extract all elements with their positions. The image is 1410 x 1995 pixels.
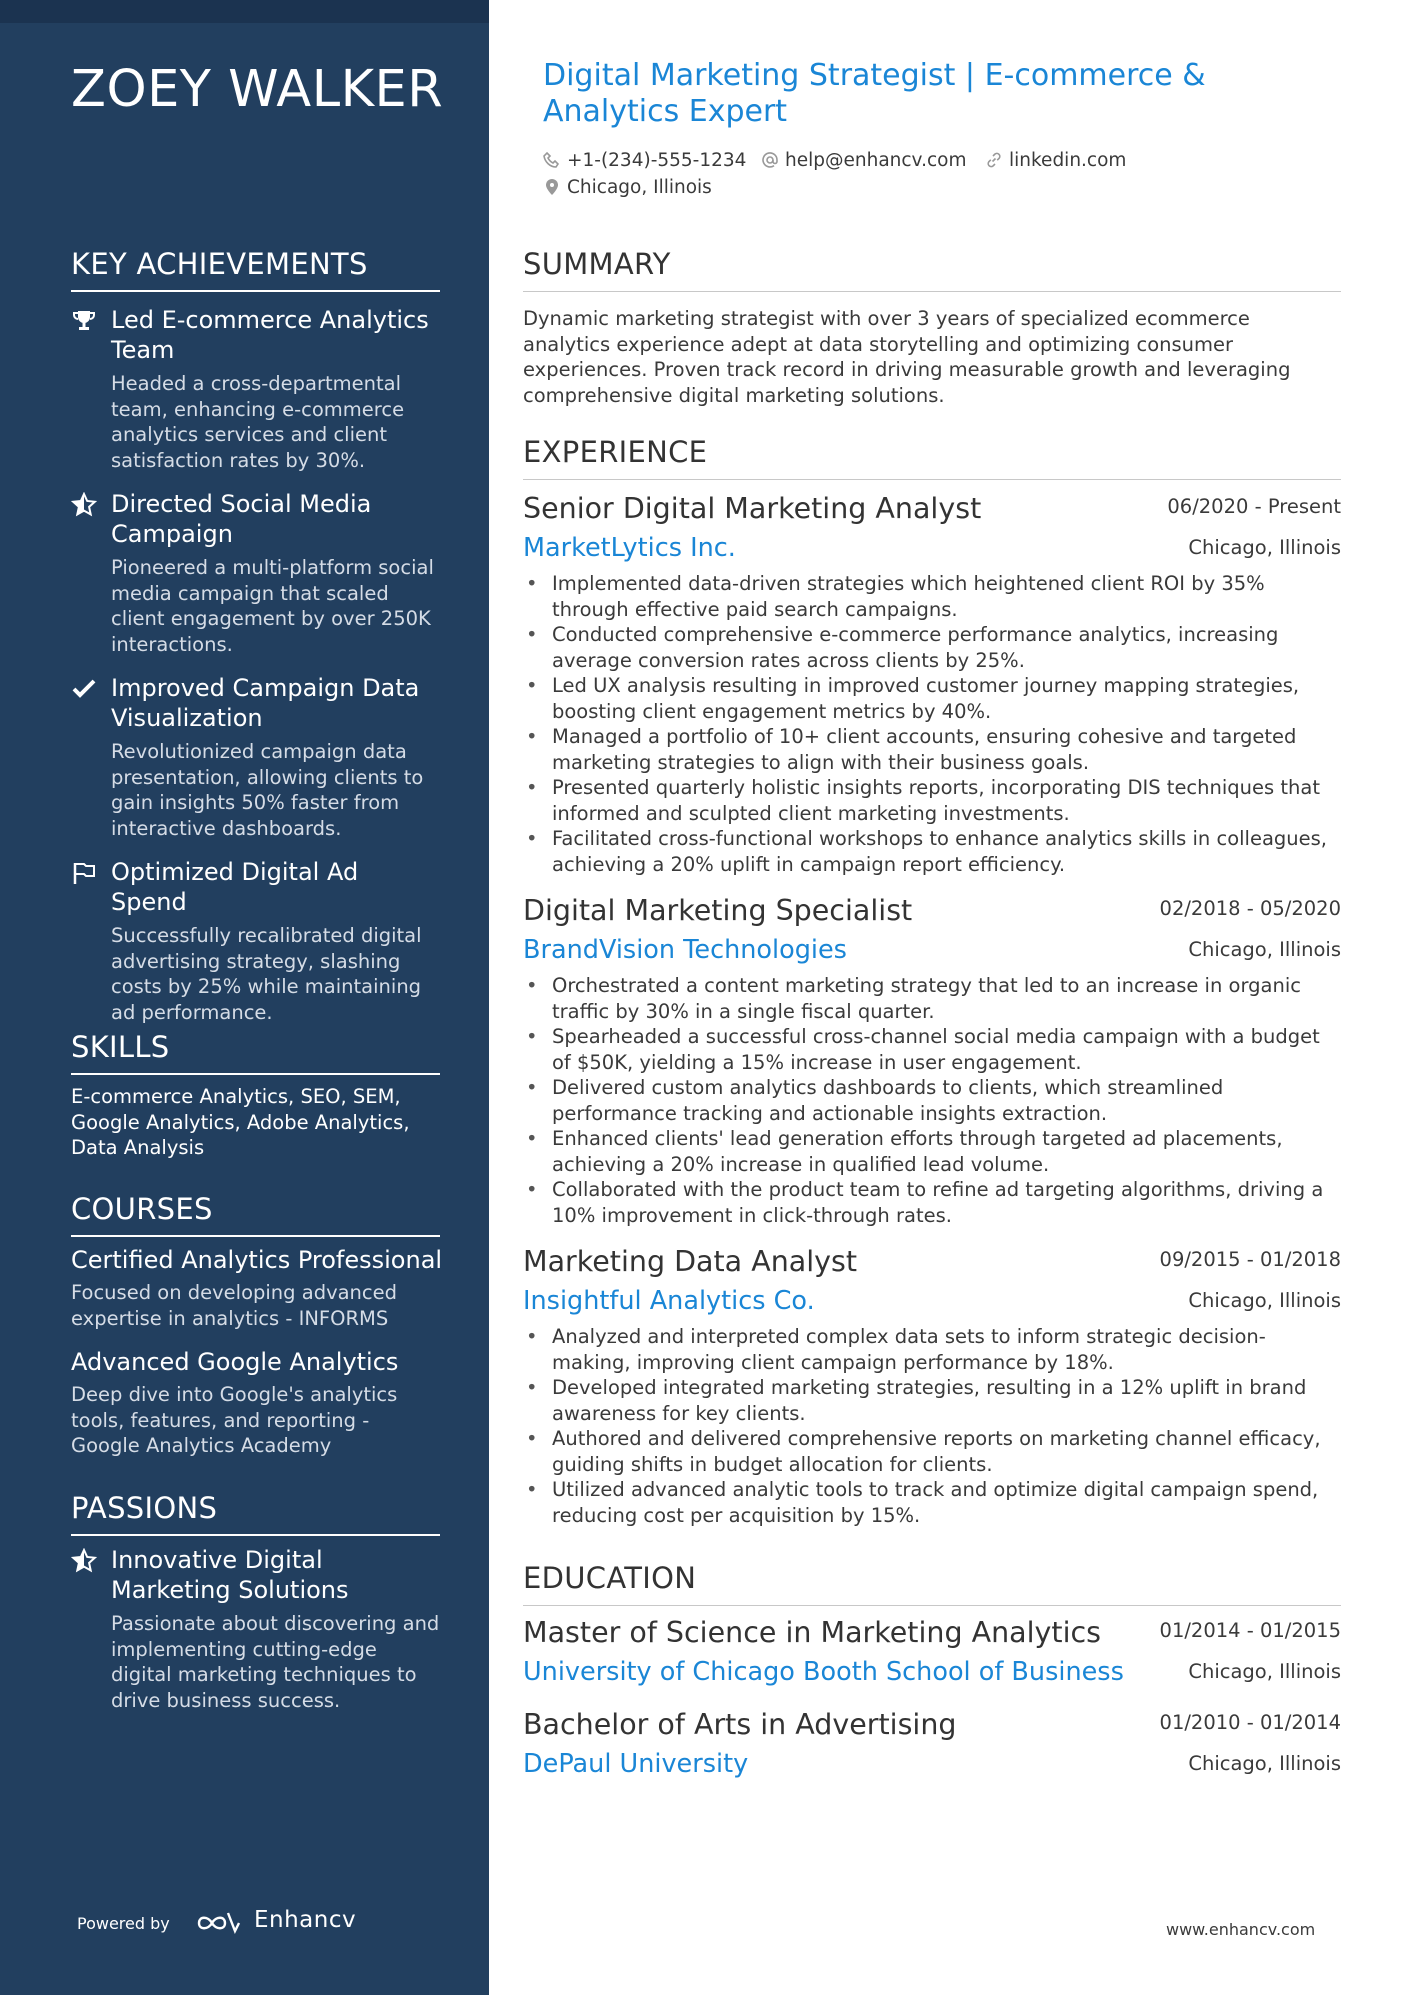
achievement-title: Led E-commerce Analytics Team xyxy=(111,306,429,364)
list-item: • Managed a portfolio of 10+ client accounts, ensuring cohesive and targeted marketing strategies to align with their business goals. xyxy=(526,725,1297,774)
degree-title: Bachelor of Arts in Advertising xyxy=(523,1708,957,1741)
achievement-desc: Revolutionized campaign data presentation, allowing clients to gain insights 50% faster from interactive dashboards. xyxy=(111,740,424,840)
job-location: Chicago, Illinois xyxy=(1188,1289,1341,1312)
job-location: Chicago, Illinois xyxy=(1188,536,1341,559)
linkedin-text: linkedin.com xyxy=(1009,150,1127,171)
list-item: • Led UX analysis resulting in improved customer journey mapping strategies, boosting client engagement metrics by 40%. xyxy=(526,674,1300,723)
summary-text: Dynamic marketing strategist with over 3 years of specialized ecommerce analytics experience adept at data storytelling and optimizing consumer experiences. Proven track record in driving measurable growth and leveraging comprehensive digital marketing solutions. xyxy=(523,307,1291,407)
list-item: • Authored and delivered comprehensive reports on marketing channel efficacy, guiding shifts in budget allocation for clients. xyxy=(526,1427,1321,1476)
skills-heading: SKILLS xyxy=(71,1030,440,1075)
headline: Digital Marketing Strategist | E-commerce & Analytics Expert xyxy=(543,58,1206,129)
job-title: Marketing Data Analyst xyxy=(523,1245,858,1278)
achievement-item xyxy=(71,305,440,473)
contact-linkedin[interactable] xyxy=(985,150,1126,171)
list-item: • Developed integrated marketing strategies, resulting in a 12% uplift in brand awareness for key clients. xyxy=(526,1376,1307,1425)
summary-heading: SUMMARY xyxy=(523,247,1341,292)
job-title: Digital Marketing Specialist xyxy=(523,894,913,927)
list-item: • Analyzed and interpreted complex data sets to inform strategic decision-making, improving client campaign performance by 18%. xyxy=(526,1325,1266,1374)
job-bullets xyxy=(523,571,1341,877)
education-location: Chicago, Illinois xyxy=(1188,1752,1341,1775)
sidebar xyxy=(0,0,489,1995)
list-item: • Facilitated cross-functional workshops to enhance analytics skills in colleagues, achieving a 20% uplift in campaign report efficiency. xyxy=(526,827,1327,876)
job-dates: 06/2020 - Present xyxy=(1167,495,1341,518)
education-entry xyxy=(523,1616,1341,1693)
job-title: Senior Digital Marketing Analyst xyxy=(523,492,982,525)
degree-title: Master of Science in Marketing Analytics xyxy=(523,1616,1102,1649)
course-desc: Focused on developing advanced expertise in analytics - INFORMS xyxy=(71,1281,398,1330)
footer-url[interactable]: www.enhancv.com xyxy=(1166,1920,1316,1939)
course-item xyxy=(71,1347,440,1459)
achievement-desc: Headed a cross-departmental team, enhancing e-commerce analytics services and client satisfaction rates by 30%. xyxy=(111,372,405,472)
achievement-item xyxy=(71,489,440,657)
contact-email[interactable] xyxy=(761,150,966,171)
star-icon xyxy=(71,1548,97,1574)
job-company[interactable]: BrandVision Technologies xyxy=(523,935,847,965)
list-item: • Collaborated with the product team to refine ad targeting algorithms, driving a 10% improvement in click-through rates. xyxy=(526,1178,1324,1227)
achievement-desc: Successfully recalibrated digital advertising strategy, slashing costs by 25% while maintaining ad performance. xyxy=(111,924,422,1024)
at-icon xyxy=(761,151,779,169)
course-title: Advanced Google Analytics xyxy=(71,1348,399,1376)
course-desc: Deep dive into Google's analytics tools, features, and reporting - Google Analytics Academy xyxy=(71,1383,398,1457)
achievement-item xyxy=(71,857,440,1025)
list-item: • Spearheaded a successful cross-channel social media campaign with a budget of $50K, yielding a 15% increase in user engagement. xyxy=(526,1025,1320,1074)
list-item: • Enhanced clients' lead generation efforts through targeted ad placements, achieving a 20% increase in qualified lead volume. xyxy=(526,1127,1283,1176)
education-dates: 01/2010 - 01/2014 xyxy=(1159,1711,1341,1734)
education-heading: EDUCATION xyxy=(523,1561,1341,1606)
achievement-title: Directed Social Media Campaign xyxy=(111,490,372,548)
job-dates: 09/2015 - 01/2018 xyxy=(1159,1248,1341,1271)
contact-phone[interactable] xyxy=(543,150,746,171)
list-item: • Delivered custom analytics dashboards to clients, which streamlined performance tracking and actionable insights extraction. xyxy=(526,1076,1224,1125)
powered-by-label: Powered by xyxy=(77,1914,170,1933)
enhancv-brand: Enhancv xyxy=(254,1907,357,1933)
job-bullets xyxy=(523,1324,1341,1528)
flag-icon xyxy=(71,860,97,886)
course-item xyxy=(71,1245,443,1331)
job-entry xyxy=(523,894,1341,1228)
job-location: Chicago, Illinois xyxy=(1188,938,1341,961)
education-dates: 01/2014 - 01/2015 xyxy=(1159,1619,1341,1642)
achievement-desc: Pioneered a multi-platform social media campaign that scaled client engagement by over 250K interactions. xyxy=(111,556,434,656)
check-icon xyxy=(71,676,97,702)
list-item: • Utilized advanced analytic tools to track and optimize digital campaign spend, reducing cost per acquisition by 15%. xyxy=(526,1478,1319,1527)
star-icon xyxy=(71,492,97,518)
sidebar-top-strip xyxy=(0,0,489,23)
email-text: help@enhancv.com xyxy=(785,150,967,171)
job-company[interactable]: Insightful Analytics Co. xyxy=(523,1286,815,1316)
location-pin-icon xyxy=(543,178,561,196)
experience-heading: EXPERIENCE xyxy=(523,435,1341,480)
achievement-title: Improved Campaign Data Visualization xyxy=(111,674,420,732)
candidate-name: ZOEY WALKER xyxy=(71,60,444,119)
phone-icon xyxy=(543,151,561,169)
courses-heading: COURSES xyxy=(71,1192,440,1237)
list-item: • Implemented data-driven strategies which heightened client ROI by 35% through effective paid search campaigns. xyxy=(526,572,1265,621)
link-icon xyxy=(985,151,1003,169)
job-entry xyxy=(523,492,1341,877)
trophy-icon xyxy=(71,308,97,334)
list-item: • Orchestrated a content marketing strategy that led to an increase in organic traffic by 30% in a single fiscal quarter. xyxy=(526,974,1301,1023)
achievement-title: Optimized Digital Ad Spend xyxy=(111,858,359,916)
location-text: Chicago, Illinois xyxy=(567,177,712,198)
passion-desc: Passionate about discovering and implementing cutting-edge digital marketing techniques to drive business success. xyxy=(111,1612,440,1712)
job-company[interactable]: MarketLytics Inc. xyxy=(523,533,736,563)
job-entry xyxy=(523,1245,1341,1528)
course-title: Certified Analytics Professional xyxy=(71,1246,443,1274)
phone-text: +1-(234)-555-1234 xyxy=(567,150,747,171)
school-name[interactable]: DePaul University xyxy=(523,1749,749,1779)
education-entry xyxy=(523,1708,1341,1785)
list-item: • Conducted comprehensive e-commerce performance analytics, increasing average conversion rates across clients by 25%. xyxy=(526,623,1279,672)
skills-list: E-commerce Analytics, SEO, SEM, Google Analytics, Adobe Analytics, Data Analysis xyxy=(71,1085,410,1159)
passion-item xyxy=(71,1545,440,1713)
education-location: Chicago, Illinois xyxy=(1188,1660,1341,1683)
contact-location xyxy=(543,177,712,198)
passion-title: Innovative Digital Marketing Solutions xyxy=(111,1546,349,1604)
passions-heading: PASSIONS xyxy=(71,1491,440,1536)
job-dates: 02/2018 - 05/2020 xyxy=(1159,897,1341,920)
school-name[interactable]: University of Chicago Booth School of Business xyxy=(523,1657,1124,1687)
achievement-item xyxy=(71,673,440,841)
job-bullets xyxy=(523,973,1341,1228)
list-item: • Presented quarterly holistic insights reports, incorporating DIS techniques that informed and sculpted client marketing investments. xyxy=(526,776,1320,825)
achievements-heading: KEY ACHIEVEMENTS xyxy=(71,247,440,292)
